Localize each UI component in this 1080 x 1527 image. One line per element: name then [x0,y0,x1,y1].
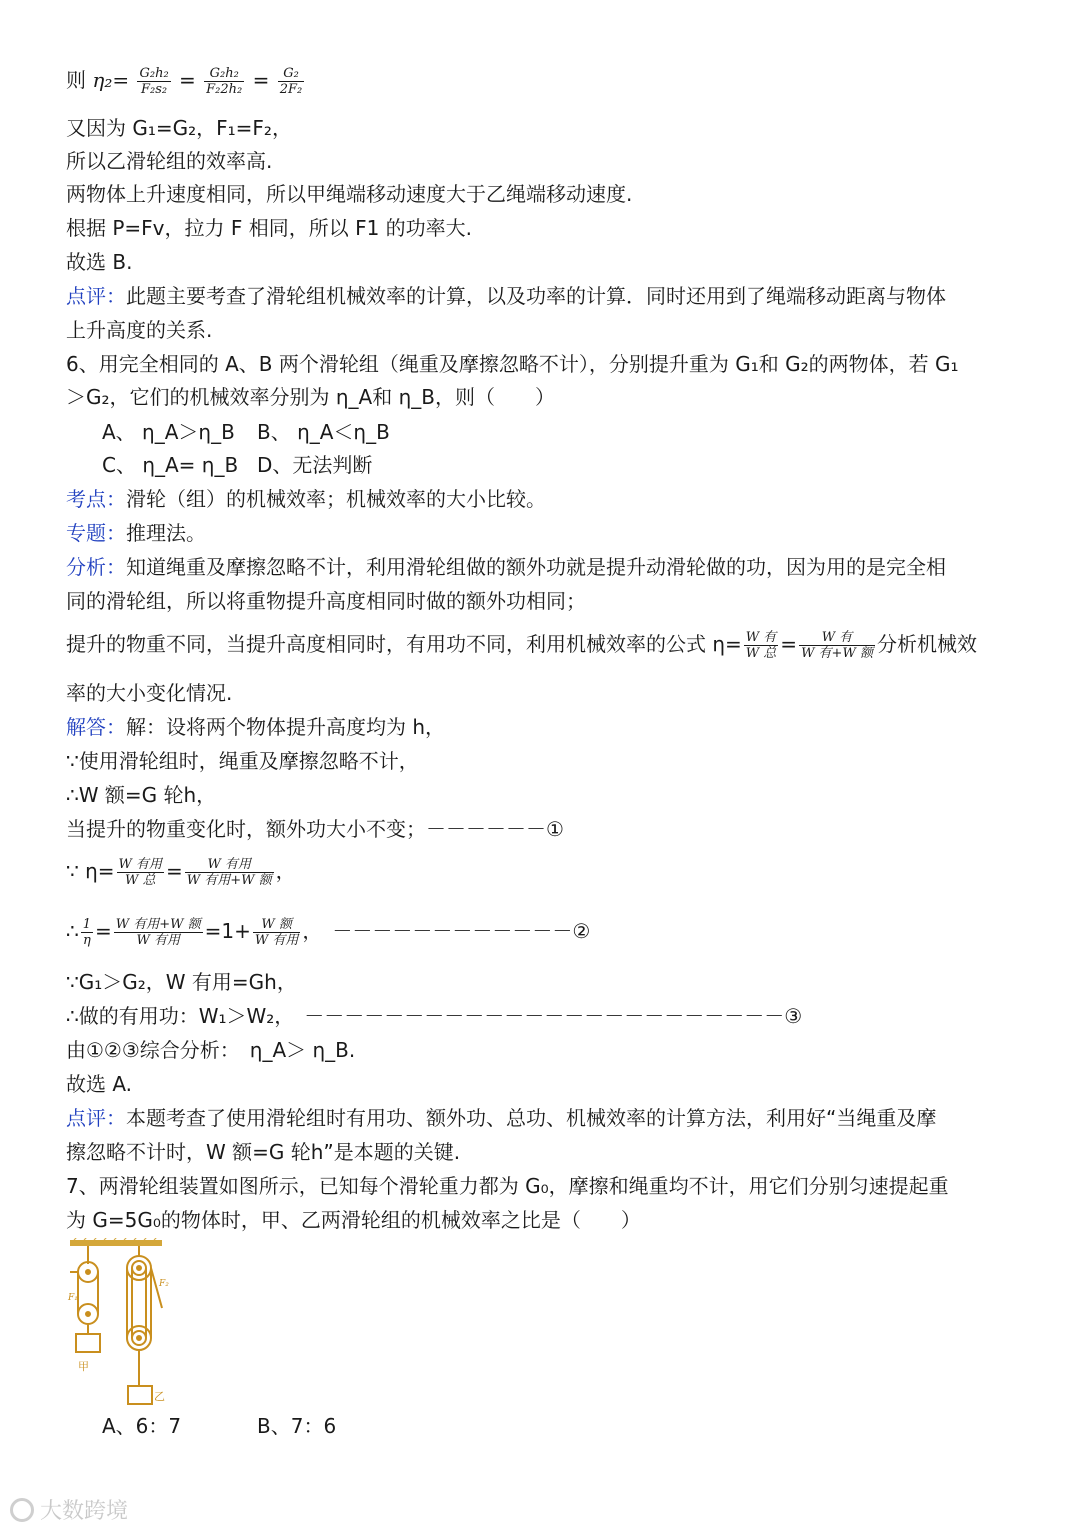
review-line-1 [66,1104,936,1132]
analysis-line-1 [66,553,946,581]
prefix-text: 则 [66,68,93,92]
denominator: W 有用+W 额 [186,873,272,888]
q6-stem-line-2: ＞G₂，它们的机械效率分别为 η_A和 η_B，则（ ） [66,385,555,409]
review-line-2: 擦忽略不计时，W 额=G 轮h”是本题的关键. [66,1140,461,1164]
step-5-fraction-c [253,917,301,948]
q6-option-d: D、无法判断 [257,453,373,477]
denominator: W 总 [745,646,777,661]
q7-stem-line-2: 为 G=5G₀的物体时，甲、乙两滑轮组的机械效率之比是（ ） [66,1208,641,1232]
denominator: η [81,932,93,948]
line-g1-g2: 又因为 G₁=G₂，F₁=F₂， [66,116,292,140]
step-5-fraction-a [81,917,93,948]
fraction-2 [204,66,244,97]
step-9: 故选 A. [66,1072,133,1096]
analysis-line-3 [66,630,977,661]
fraction-1 [137,66,170,97]
pulley-diagram [66,1238,176,1408]
denominator: W 总 [117,872,165,888]
numerator: 1 [82,917,92,932]
watermark-text: 大数跨境 [40,1499,129,1524]
label-f1: F₁ [68,1293,78,1303]
line-power: 根据 P=Fv，拉力 F 相同，所以 F1 的功率大. [66,216,473,240]
q7-option-a: A、6：7 [102,1414,182,1438]
step-4-fraction-b [185,857,274,888]
step-5-mid: =1+ [204,919,251,943]
numerator: G₂ [283,66,299,81]
q6-option-c: C、 η_A= η_B [102,453,239,477]
line-answer-b: 故选 B. [66,250,133,274]
step-4-prefix: ∵ η= [66,859,115,883]
q7-option-b: B、7：6 [257,1414,337,1438]
q6-option-b: B、 η_A＜η_B [257,420,390,444]
analysis-line-4: 率的大小变化情况. [66,681,233,705]
analysis-text-formula-prefix: 提升的物重不同，当提升高度相同时，有用功不同，利用机械效率的公式 η= [66,632,742,656]
ceiling-beam [70,1240,162,1246]
eta2-formula-line [66,66,306,97]
step-2: ∴W 额=G 轮h， [66,783,217,807]
review-label: 点评： [66,1106,126,1130]
comment-text: 此题主要考查了滑轮组机械效率的计算，以及功率的计算．同时还用到了绳端移动距离与物体 [126,284,946,308]
knowledge-point-line [66,485,546,513]
analysis-text-suffix: 分析机械效 [876,632,977,656]
equals-sign: = [780,632,798,656]
step-5-dash: ， －－－－－－－－－－－－② [302,919,591,943]
watermark-logo-icon [10,1498,34,1522]
numerator: W 有用 [118,857,163,872]
line-speed: 两物体上升速度相同，所以甲绳端移动速度大于乙绳端移动速度. [66,182,633,206]
numerator: W 有用+W 额 [115,917,201,932]
comment-label: 点评： [66,284,126,308]
analysis-line-2: 同的滑轮组，所以将重物提升高度相同时做的额外功相同； [66,589,586,613]
comment-line-1 [66,282,946,310]
knowledge-point-text: 滑轮（组）的机械效率；机械效率的大小比较。 [126,487,546,511]
step-7: ∴做的有用功：W₁＞W₂， －－－－－－－－－－－－－－－－－－－－－－－－③ [66,1004,803,1028]
watermark [10,1494,128,1525]
equals-sign: = [252,68,270,92]
denominator: F₂2h₂ [206,82,243,97]
numerator: G₂h₂ [139,66,169,81]
step-6: ∵G₁＞G₂，W 有用=Gh， [66,970,297,994]
analysis-label: 分析： [66,555,126,579]
step-1: ∵使用滑轮组时，绳重及摩擦忽略不计， [66,749,419,773]
topic-line [66,519,206,547]
eta2-symbol: η₂= [92,68,130,92]
numerator: W 有用 [207,857,251,872]
solution-label: 解答： [66,715,126,739]
efficiency-fraction-a [744,630,779,661]
fraction-3 [278,66,305,97]
numerator: W 额 [261,917,292,932]
denominator: W 有用 [114,932,203,948]
pulley-system-yi [127,1246,162,1404]
numerator: W 有 [821,630,853,645]
step-5-prefix: ∴ [66,919,79,943]
comma: ， [275,859,296,883]
review-text: 本题考查了使用滑轮组时有用功、额外功、总功、机械效率的计算方法，利用好“当绳重及摩 [126,1106,937,1130]
numerator: W 有 [745,630,777,645]
analysis-text: 知道绳重及摩擦忽略不计，利用滑轮组做的额外功就是提升动滑轮做的功，因为用的是完全相 [126,555,946,579]
equals-sign: = [179,68,196,92]
equals-sign: = [95,919,112,943]
solution-line [66,713,445,741]
step-4-fraction-a [117,857,165,888]
topic-text: 推理法。 [126,521,206,545]
label-f2: F₂ [159,1279,169,1289]
solution-text: 解：设将两个物体提升高度均为 h， [126,715,446,739]
step-5-fraction-b [114,917,203,948]
equals-sign: = [166,859,183,883]
denominator: 2F₂ [279,82,303,97]
label-yi: 乙 [154,1390,165,1403]
q6-option-a: A、 η_A＞η_B [102,420,235,444]
topic-label: 专题： [66,521,126,545]
denominator: F₂s₂ [137,81,170,97]
denominator: W 有+W 额 [801,646,873,661]
step-3: 当提升的物重变化时，额外功大小不变；－－－－－－① [66,817,564,841]
q7-stem-line-1: 7、两滑轮组装置如图所示，已知每个滑轮重力都为 G₀，摩擦和绳重均不计，用它们分别匀速提起重 [66,1174,949,1198]
step-5 [66,917,590,948]
step-8: 由①②③综合分析： η_A＞ η_B. [66,1038,356,1062]
q6-stem-line-1: 6、用完全相同的 A、B 两个滑轮组（绳重及摩擦忽略不计），分别提升重为 G₁和 G₂的两物体，若 G₁ [66,352,959,376]
denominator: W 有用 [254,933,299,948]
label-jia: 甲 [78,1360,89,1373]
line-conclusion-efficiency: 所以乙滑轮组的效率高. [66,149,273,173]
step-4 [66,857,296,888]
knowledge-point-label: 考点： [66,487,126,511]
comment-line-2: 上升高度的关系. [66,318,213,342]
numerator: G₂h₂ [209,66,239,81]
efficiency-fraction-b [799,630,875,661]
